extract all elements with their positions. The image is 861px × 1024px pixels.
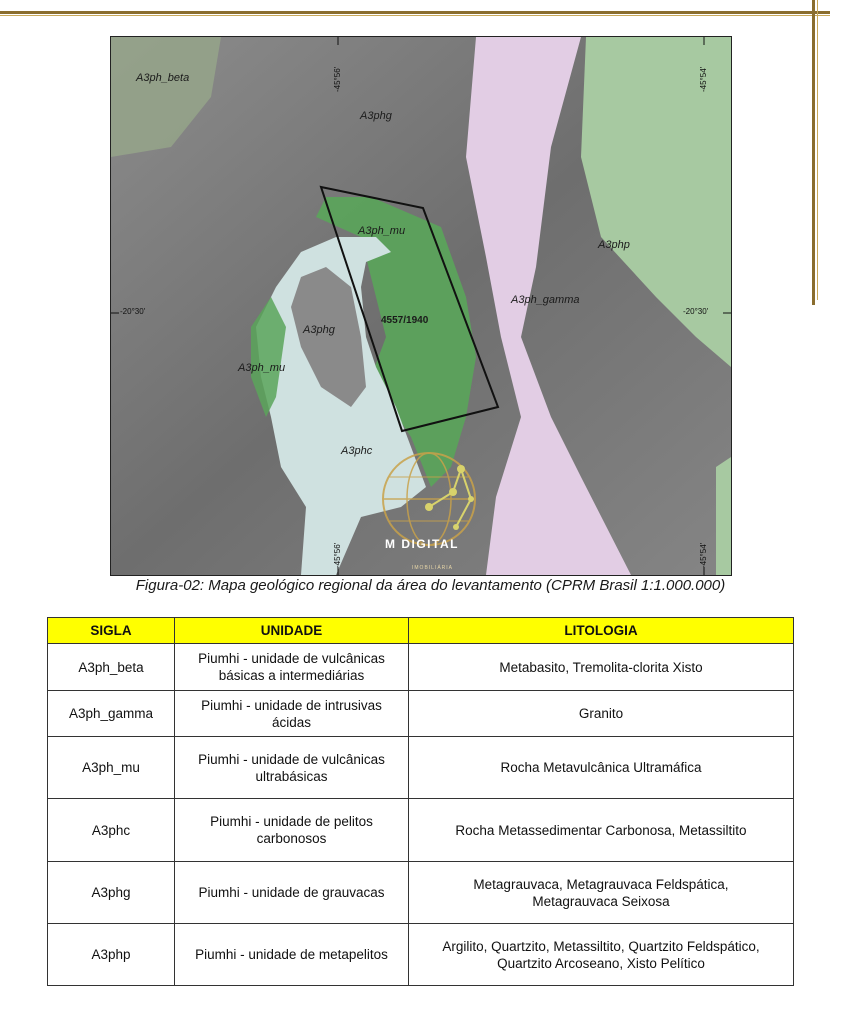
cell-text-line: Piumhi - unidade de vulcânicas — [198, 651, 385, 666]
cell-sigla: A3ph_mu — [48, 737, 175, 799]
cell-text-line: Piumhi - unidade de intrusivas — [201, 697, 382, 713]
cell-sigla: A3ph_gamma — [48, 691, 175, 737]
cell-text-line: Metabasito, Tremolita-clorita Xisto — [499, 659, 703, 675]
table-row — [48, 924, 794, 986]
cell-litologia — [409, 691, 794, 737]
light-green-strip — [716, 457, 731, 575]
cell-unidade — [175, 799, 409, 862]
table-row — [48, 644, 794, 691]
cell-text-line: carbonosos — [256, 831, 327, 846]
coord-top-left: -45°56' — [333, 66, 342, 92]
coord-bottom-right: -45°54' — [699, 542, 708, 568]
cell-text-line: Piumhi - unidade de pelitos — [210, 814, 373, 829]
cell-text-line: Metagrauvaca, Metagrauvaca Feldspática, — [473, 876, 729, 892]
geologic-map-svg — [111, 37, 731, 575]
cell-sigla: A3ph_beta — [48, 644, 175, 691]
header-rule — [0, 11, 830, 14]
lithology-table — [47, 617, 794, 986]
cell-unidade — [175, 924, 409, 986]
cell-sigla: A3php — [48, 924, 175, 986]
cell-litologia — [409, 644, 794, 691]
cell-unidade — [175, 644, 409, 691]
cell-text-line: Piumhi - unidade de grauvacas — [198, 885, 385, 900]
figure-caption: Figura-02: Mapa geológico regional da área do levantamento (CPRM Brasil 1:1.000.000) — [135, 577, 726, 594]
cell-litologia — [409, 924, 794, 986]
map-label-a3ph-gamma: A3ph_gamma — [511, 294, 580, 306]
margin-rule — [812, 0, 815, 305]
table-row — [48, 799, 794, 862]
cell-sigla: A3phc — [48, 799, 175, 862]
cell-text-line: ácidas — [271, 714, 312, 730]
cell-litologia — [409, 799, 794, 862]
table-row — [48, 862, 794, 924]
cell-unidade — [175, 691, 409, 737]
cell-text-line: Argilito, Quartzito, Metassiltito, Quartzito Feldspático, — [442, 938, 760, 954]
cell-text-line: Granito — [578, 706, 624, 721]
cell-unidade — [175, 862, 409, 924]
map-label-a3phg-south: A3phg — [303, 324, 335, 336]
survey-label: 4557/1940 — [381, 315, 429, 326]
cell-text-line: Quartzito Arcoseano, Xisto Pelítico — [497, 955, 705, 971]
table-row — [48, 691, 794, 737]
header-sigla: SIGLA — [48, 618, 175, 644]
cell-text-line: Rocha Metassedimentar Carbonosa, Metassiltito — [455, 822, 747, 838]
map-label-a3phc: A3phc — [341, 445, 373, 457]
cell-litologia — [409, 862, 794, 924]
map-label-a3ph-mu-north: A3ph_mu — [358, 225, 406, 237]
coord-top-right: -45°54' — [699, 66, 708, 92]
cell-litologia — [409, 737, 794, 799]
table-header-row — [48, 618, 794, 644]
map-label-a3ph-mu-south: A3ph_mu — [238, 362, 286, 374]
coord-left-lat: -20°30' — [120, 307, 146, 316]
map-label-a3ph-beta: A3ph_beta — [136, 72, 190, 84]
map-label-a3phg-north: A3phg — [360, 110, 392, 122]
header-rule-thin — [0, 15, 830, 16]
watermark-logo-subtext: IMOBILIÁRIA — [412, 565, 454, 571]
table-row — [48, 737, 794, 799]
cell-text-line: básicas a intermediárias — [218, 668, 365, 683]
coord-right-lat: -20°30' — [683, 307, 709, 316]
coord-bottom-left: -45°56' — [333, 542, 342, 568]
cell-text-line: ultrabásicas — [255, 768, 328, 784]
header-unidade: UNIDADE — [175, 618, 409, 644]
cell-unidade — [175, 737, 409, 799]
margin-rule-thin — [817, 0, 818, 300]
watermark-logo-text: M DIGITAL — [385, 537, 459, 551]
geologic-map — [110, 36, 732, 576]
header-litologia: LITOLOGIA — [409, 618, 794, 644]
cell-text-line: Rocha Metavulcânica Ultramáfica — [500, 760, 702, 775]
cell-sigla: A3phg — [48, 862, 175, 924]
cell-text-line: Metagrauvaca Seixosa — [532, 893, 670, 909]
cell-text-line: Piumhi - unidade de metapelitos — [195, 947, 388, 962]
cell-text-line: Piumhi - unidade de vulcânicas — [198, 751, 385, 767]
map-label-a3php: A3php — [598, 239, 630, 251]
